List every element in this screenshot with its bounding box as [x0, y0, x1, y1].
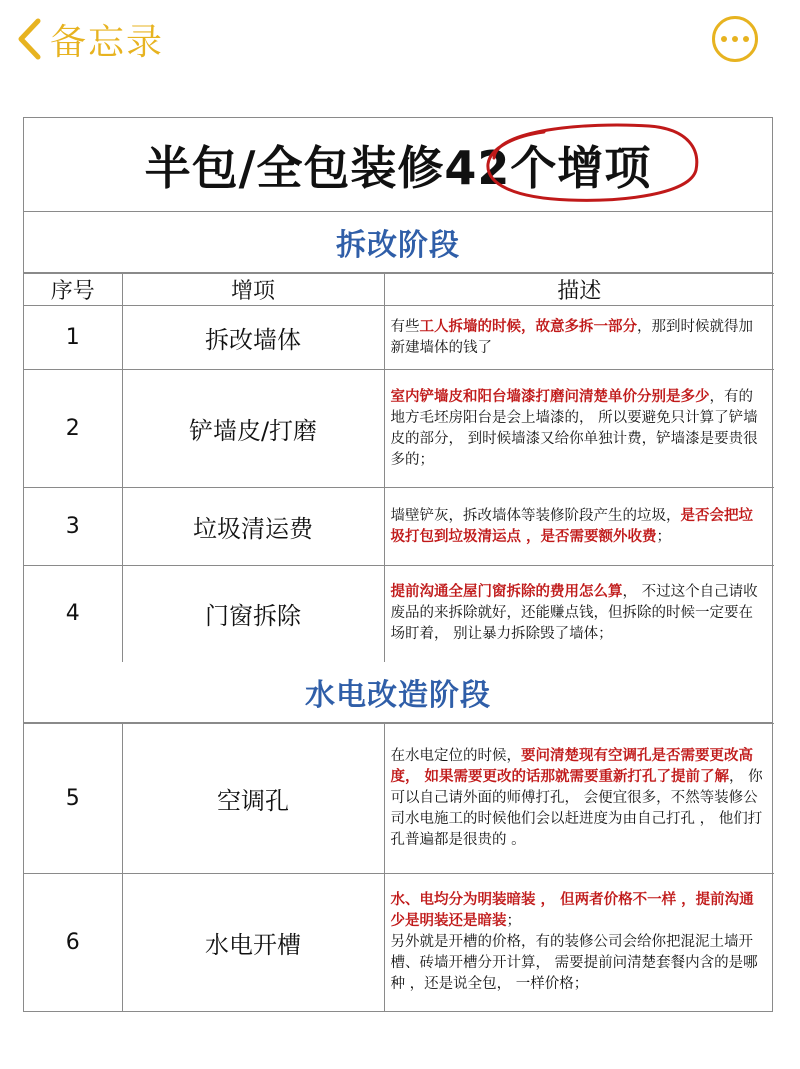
highlight-text: 提前沟通全屋门窗拆除的费用怎么算: [390, 584, 623, 601]
row-description: [384, 370, 774, 488]
more-dot: [743, 36, 749, 42]
row-description: [384, 873, 774, 1011]
table-wrap: [24, 723, 772, 1012]
row-number: 1: [24, 306, 122, 370]
row-item: 水电开槽: [122, 873, 384, 1011]
row-number: 5: [24, 723, 122, 873]
highlight-text: 是否会把垃圾打包到垃圾清运点 ，是否需要额外收费: [390, 507, 753, 545]
table-row: [24, 566, 774, 662]
row-item: 垃圾清运费: [122, 488, 384, 566]
description-text: ，有的地方毛坯房阳台是会上墙漆的， 所以要避免只计算了铲墙皮的部分， 到时候墙漆又给你单独计费，铲墙漆是要贵很多的；: [390, 388, 758, 468]
description-text: 在水电定位的时候，: [390, 747, 521, 764]
header-number: 序号: [24, 274, 122, 306]
table-row: [24, 370, 774, 488]
document-title: 半包/全包装修42个增项: [144, 140, 652, 195]
back-label: 备忘录: [50, 21, 165, 63]
row-description: [384, 306, 774, 370]
chevron-left-icon: [16, 17, 42, 61]
row-description: [384, 566, 774, 662]
table-row: [24, 306, 774, 370]
table-wrap: [24, 273, 772, 662]
row-item: 空调孔: [122, 723, 384, 873]
description-text: ；: [656, 528, 672, 545]
row-item: 拆改墙体: [122, 306, 384, 370]
row-number: 6: [24, 873, 122, 1011]
header-item: 增项: [122, 274, 384, 306]
highlight-text: 工人拆墙的时候，故意多拆一部分: [419, 318, 637, 335]
items-table: [24, 273, 774, 662]
description-text: 另外就是开槽的价格，有的装修公司会给你把混泥土墙开槽、砖墙开槽分开计算， 需要提前问清楚套餐内含的是哪种 ，还是说全包， 一样价格；: [390, 933, 758, 992]
section-title: 水电改造阶段: [24, 662, 772, 723]
row-number: 2: [24, 370, 122, 488]
highlight-text: 水、电均分为明装暗装 ， 但两者价格不一样 ，提前沟通少是明装还是暗装: [390, 891, 754, 929]
more-button[interactable]: [712, 16, 758, 62]
highlight-text: 室内铲墙皮和阳台墙漆打磨问清楚单价分别是多少: [390, 388, 710, 405]
table-row: [24, 488, 774, 566]
back-button[interactable]: [16, 14, 164, 64]
description-text: ， 你可以自己请外面的师傅打孔， 会便宜很多，不然等装修公司水电施工的时候他们会以赶进度为由自己打孔 ， 他们打孔普遍都是很贵的 。: [390, 768, 763, 848]
row-item: 门窗拆除: [122, 566, 384, 662]
description-text: ；: [506, 912, 521, 929]
document-sheet: [23, 117, 773, 1012]
highlight-text: 要问清楚现有空调孔是否需要更改高度， 如果需要更改的话那就需要重新打孔了提前了解: [390, 747, 753, 785]
more-dot: [732, 36, 738, 42]
sections-container: [24, 212, 772, 1011]
row-item: 铲墙皮/打磨: [122, 370, 384, 488]
row-number: 3: [24, 488, 122, 566]
description-text: ，那到时候就得加新建墙体的钱了: [390, 318, 753, 356]
table-row: [24, 723, 774, 873]
description-text: ， 不过这个自己请收废品的来拆除就好，还能赚点钱，但拆除的时候一定要在场盯着， 别让暴力拆除毁了墙体；: [390, 584, 758, 643]
nav-bar: [0, 0, 800, 90]
title-row: [24, 118, 772, 212]
more-dots-icon: [721, 36, 727, 42]
row-description: [384, 723, 774, 873]
header-row: [24, 274, 774, 306]
items-table: [24, 723, 774, 1012]
section-title: 拆改阶段: [24, 212, 772, 273]
description-text: 有些: [390, 318, 420, 335]
description-text: 墙壁铲灰，拆改墙体等装修阶段产生的垃圾，: [390, 507, 681, 524]
row-number: 4: [24, 566, 122, 662]
table-row: [24, 873, 774, 1011]
row-description: [384, 488, 774, 566]
header-description: 描述: [384, 274, 774, 306]
